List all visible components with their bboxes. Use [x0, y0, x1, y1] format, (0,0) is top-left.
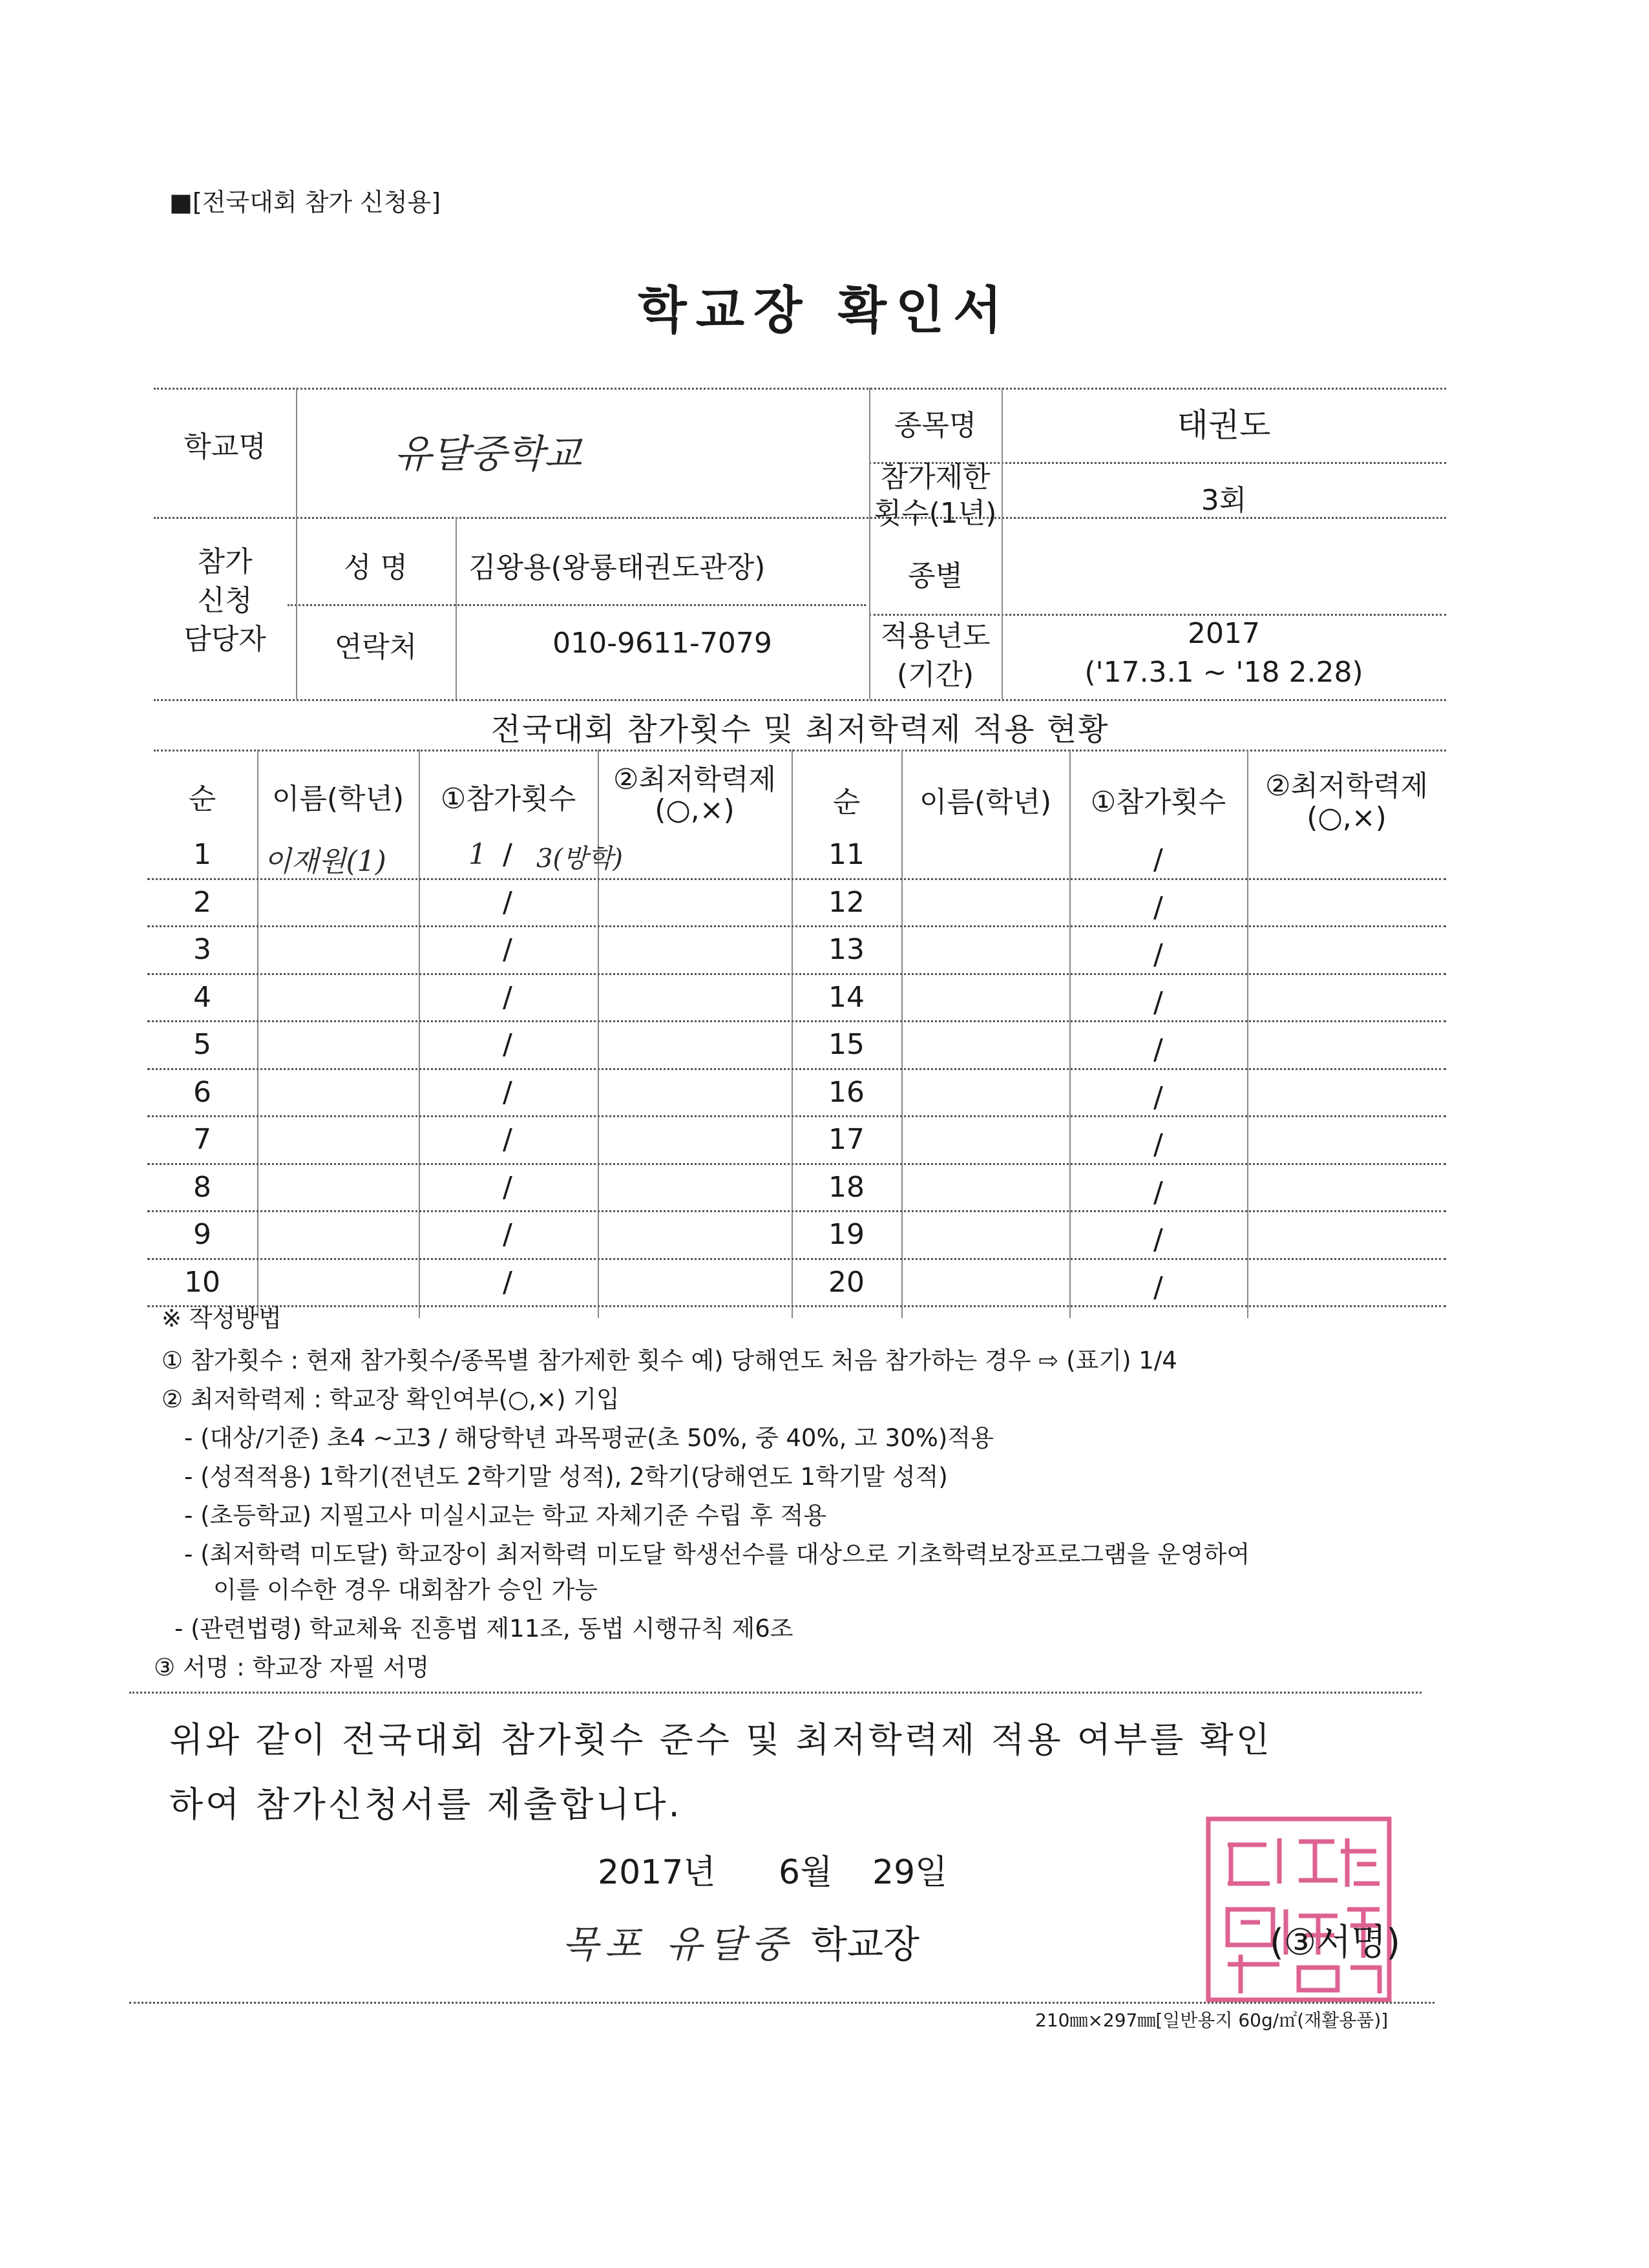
col-header-academic-right-1: ②최저학력제: [1265, 770, 1428, 803]
participation-count-slash: /: [503, 1028, 512, 1061]
participation-count-slash: /: [503, 1075, 512, 1109]
row-number: 8: [193, 1170, 211, 1204]
row-number: 7: [193, 1123, 211, 1156]
row-number: 1: [193, 838, 211, 871]
row-number: 18: [828, 1170, 865, 1204]
participation-count-slash: /: [503, 1170, 512, 1204]
note-2: ② 최저학력제 : 학교장 확인여부(○,×) 기입: [162, 1385, 620, 1413]
signature-principal: 학교장: [811, 1922, 920, 1966]
year-label-1: 적용년도: [880, 620, 991, 653]
row-number: 10: [184, 1265, 220, 1299]
note-9: ③ 서명 : 학교장 자필 서명: [154, 1654, 430, 1681]
applicant-label-2: 신청: [197, 584, 253, 617]
participation-count-slash: /: [1153, 985, 1163, 1019]
col-header-count-left: ①참가횟수: [440, 782, 576, 815]
row-divider: [147, 1115, 1446, 1117]
note-4: - (성적적용) 1학기(전년도 2학기말 성적), 2학기(당해연도 1학기말 성적): [184, 1463, 948, 1491]
year-label-2: (기간): [896, 658, 974, 691]
col-header-name-right: 이름(학년): [919, 786, 1052, 819]
row-divider: [147, 1258, 1446, 1260]
participation-count-slash: /: [503, 885, 512, 919]
row-number: 13: [828, 933, 865, 966]
applicant-label-3: 담당자: [184, 623, 266, 656]
principal-seal-stamp: [1202, 1812, 1396, 2006]
note-7: 이를 이수한 경우 대회참가 승인 가능: [213, 1576, 598, 1604]
row-divider: [147, 1068, 1446, 1070]
limit-label-1: 참가제한: [880, 461, 991, 494]
page-title: 학교장 확인서: [638, 282, 1011, 340]
student-name: 이재원(1): [264, 845, 386, 878]
participation-count-slash: /: [503, 1123, 512, 1156]
contact-label: 연락처: [334, 631, 417, 664]
notes-heading: ※ 작성방법: [162, 1305, 282, 1332]
note-5: - (초등학교) 지필고사 미실시교는 학교 자체기준 수립 후 적용: [184, 1502, 827, 1529]
year-period: ('17.3.1 ~ '18 2.28): [1084, 656, 1363, 689]
note-8: - (관련법령) 학교체육 진흥법 제11조, 동법 시행규칙 제6조: [174, 1615, 793, 1643]
school-name-label: 학교명: [184, 430, 266, 463]
date-month: 6월: [779, 1853, 833, 1892]
col-header-academic-left-2: (○,×): [655, 793, 735, 826]
date-day: 29일: [872, 1853, 948, 1892]
participation-count-slash: /: [1153, 843, 1163, 876]
row-number: 20: [828, 1265, 865, 1299]
col-header-academic-left-1: ②최저학력제: [613, 763, 776, 796]
signature-note: (③서명): [1270, 1922, 1401, 1964]
row-number: 2: [193, 885, 211, 919]
row-number: 6: [193, 1075, 211, 1109]
participation-count-current: 1: [468, 838, 487, 871]
participation-count-slash: /: [503, 933, 512, 966]
year-value: 2017: [1188, 617, 1260, 650]
row-number: 14: [828, 980, 865, 1014]
row-number: 15: [828, 1028, 865, 1061]
row-number: 12: [828, 885, 865, 919]
row-divider: [147, 1020, 1446, 1022]
row-divider: [147, 1163, 1446, 1165]
row-number: 11: [828, 838, 865, 871]
row-divider: [147, 1305, 1446, 1307]
date-year: 2017년: [598, 1853, 716, 1892]
row-number: 9: [193, 1218, 211, 1251]
participation-count-slash: /: [1153, 1128, 1163, 1161]
status-title: 전국대회 참가횟수 및 최저학력제 적용 현황: [490, 711, 1109, 748]
participation-count-slash: /: [1153, 1080, 1163, 1114]
row-number: 19: [828, 1218, 865, 1251]
sport-label: 종목명: [894, 409, 977, 442]
col-header-name-left: 이름(학년): [271, 782, 404, 815]
row-number: 17: [828, 1123, 865, 1156]
declaration-line-2: 하여 참가신청서를 제출합니다.: [169, 1784, 682, 1825]
participation-count-slash: /: [503, 980, 512, 1014]
col-header-no-left: 순: [188, 782, 216, 815]
form-tag: ■[전국대회 참가 신청용]: [169, 188, 441, 216]
participation-count-limit: 3(방학): [536, 844, 623, 874]
note-6: - (최저학력 미도달) 학교장이 최저학력 미도달 학생선수를 대상으로 기초학력보장프로그램을 운영하여: [184, 1540, 1250, 1568]
applicant-label-1: 참가: [197, 545, 253, 578]
note-1: ① 참가횟수 : 현재 참가횟수/종목별 참가제한 횟수 예) 당해연도 처음 참가하는 경우 ⇨ (표기) 1/4: [162, 1347, 1177, 1374]
category-label: 종별: [907, 560, 963, 593]
participation-count-slash: /: [503, 1265, 512, 1299]
participation-count-slash: /: [1153, 1270, 1163, 1304]
participation-count-slash: /: [503, 838, 512, 871]
row-divider: [147, 973, 1446, 975]
participation-count-slash: /: [1153, 938, 1163, 971]
name-label: 성 명: [344, 551, 408, 584]
declaration-line-1: 위와 같이 전국대회 참가횟수 준수 및 최저학력제 적용 여부를 확인: [169, 1719, 1272, 1760]
row-divider: [147, 925, 1446, 927]
note-3: - (대상/기준) 초4 ~고3 / 해당학년 과목평균(초 50%, 중 40%, 고 30%)적용: [184, 1424, 994, 1452]
row-number: 5: [193, 1028, 211, 1061]
col-header-no-right: 순: [832, 786, 861, 819]
participation-count-slash: /: [1153, 890, 1163, 924]
contact-value: 010-9611-7079: [552, 627, 772, 660]
row-number: 4: [193, 980, 211, 1014]
participation-count-slash: /: [503, 1218, 512, 1251]
participation-count-slash: /: [1153, 1033, 1163, 1066]
limit-value: 3회: [1201, 484, 1247, 517]
row-number: 16: [828, 1075, 865, 1109]
name-value: 김왕용(왕룡태권도관장): [468, 551, 766, 584]
col-header-academic-right-2: (○,×): [1307, 801, 1387, 834]
limit-label-2: 횟수(1년): [874, 497, 997, 530]
col-header-count-right: ①참가횟수: [1090, 786, 1226, 819]
sport-value: 태권도: [1177, 406, 1271, 444]
school-name-value: 유달중학교: [394, 432, 582, 477]
row-divider: [147, 1210, 1446, 1212]
signature-school: 목포 유달중: [562, 1922, 794, 1966]
row-number: 3: [193, 933, 211, 966]
participation-count-slash: /: [1153, 1223, 1163, 1256]
participation-count-slash: /: [1153, 1175, 1163, 1209]
paper-spec-footer: 210㎜×297㎜[일반용지 60g/㎡(재활용품)]: [1035, 2010, 1389, 2031]
